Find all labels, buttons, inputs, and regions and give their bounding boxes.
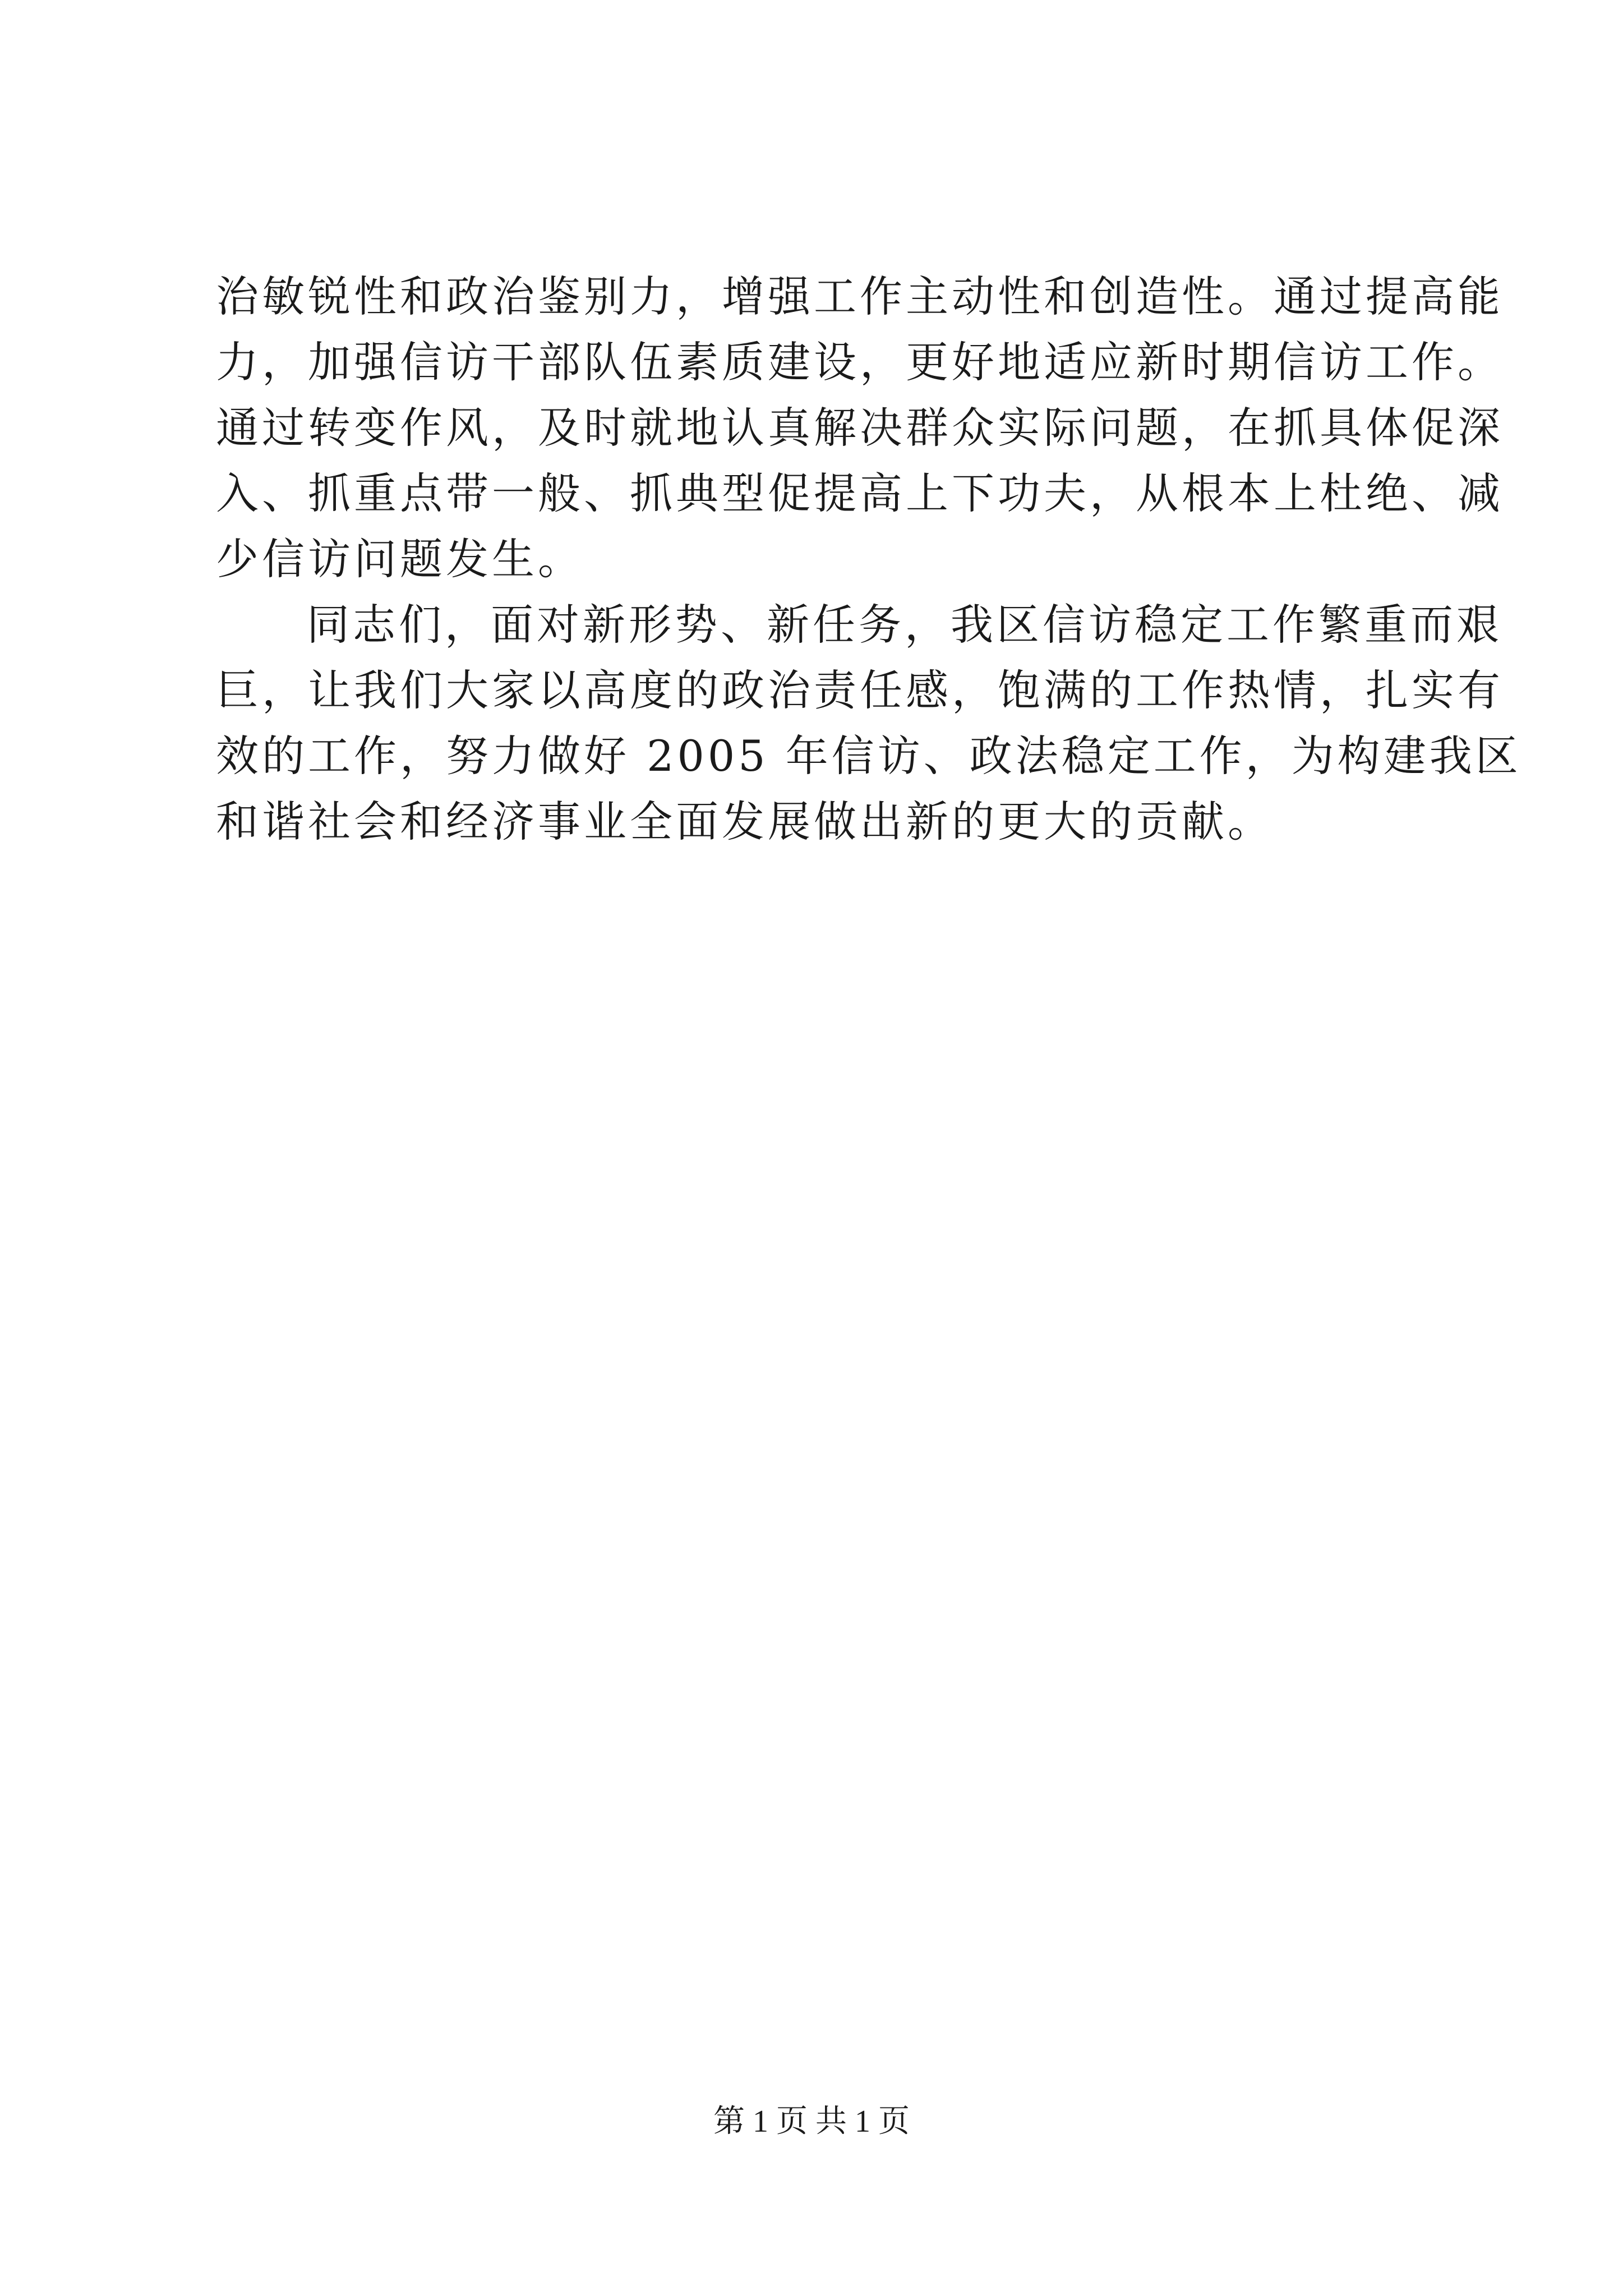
text-line: 入、抓重点带一般、抓典型促提高上下功夫，从根本上杜绝、减 <box>216 468 1504 518</box>
text-line: 和谐社会和经济事业全面发展做出新的更大的贡献。 <box>216 797 1274 846</box>
text-line: 巨，让我们大家以高度的政治责任感，饱满的工作热情，扎实有 <box>216 665 1504 715</box>
text-line: 效的工作，努力做好 2005 年信访、政法稳定工作，为构建我区 <box>216 731 1521 781</box>
paragraph-1 <box>216 264 1504 592</box>
text-line: 少信访问题发生。 <box>216 534 584 584</box>
document-body <box>216 264 1521 854</box>
page-number-footer: 第 1 页 共 1 页 <box>713 2104 910 2139</box>
text-line: 同志们，面对新形势、新任务，我区信访稳定工作繁重而艰 <box>307 600 1502 650</box>
paragraph-2 <box>216 592 1521 854</box>
text-line: 力，加强信访干部队伍素质建设，更好地适应新时期信访工作。 <box>216 337 1504 387</box>
text-line: 通过转变作风，及时就地认真解决群众实际问题，在抓具体促深 <box>216 403 1504 453</box>
text-line: 治敏锐性和政治鉴别力，增强工作主动性和创造性。通过提高能 <box>216 272 1504 321</box>
